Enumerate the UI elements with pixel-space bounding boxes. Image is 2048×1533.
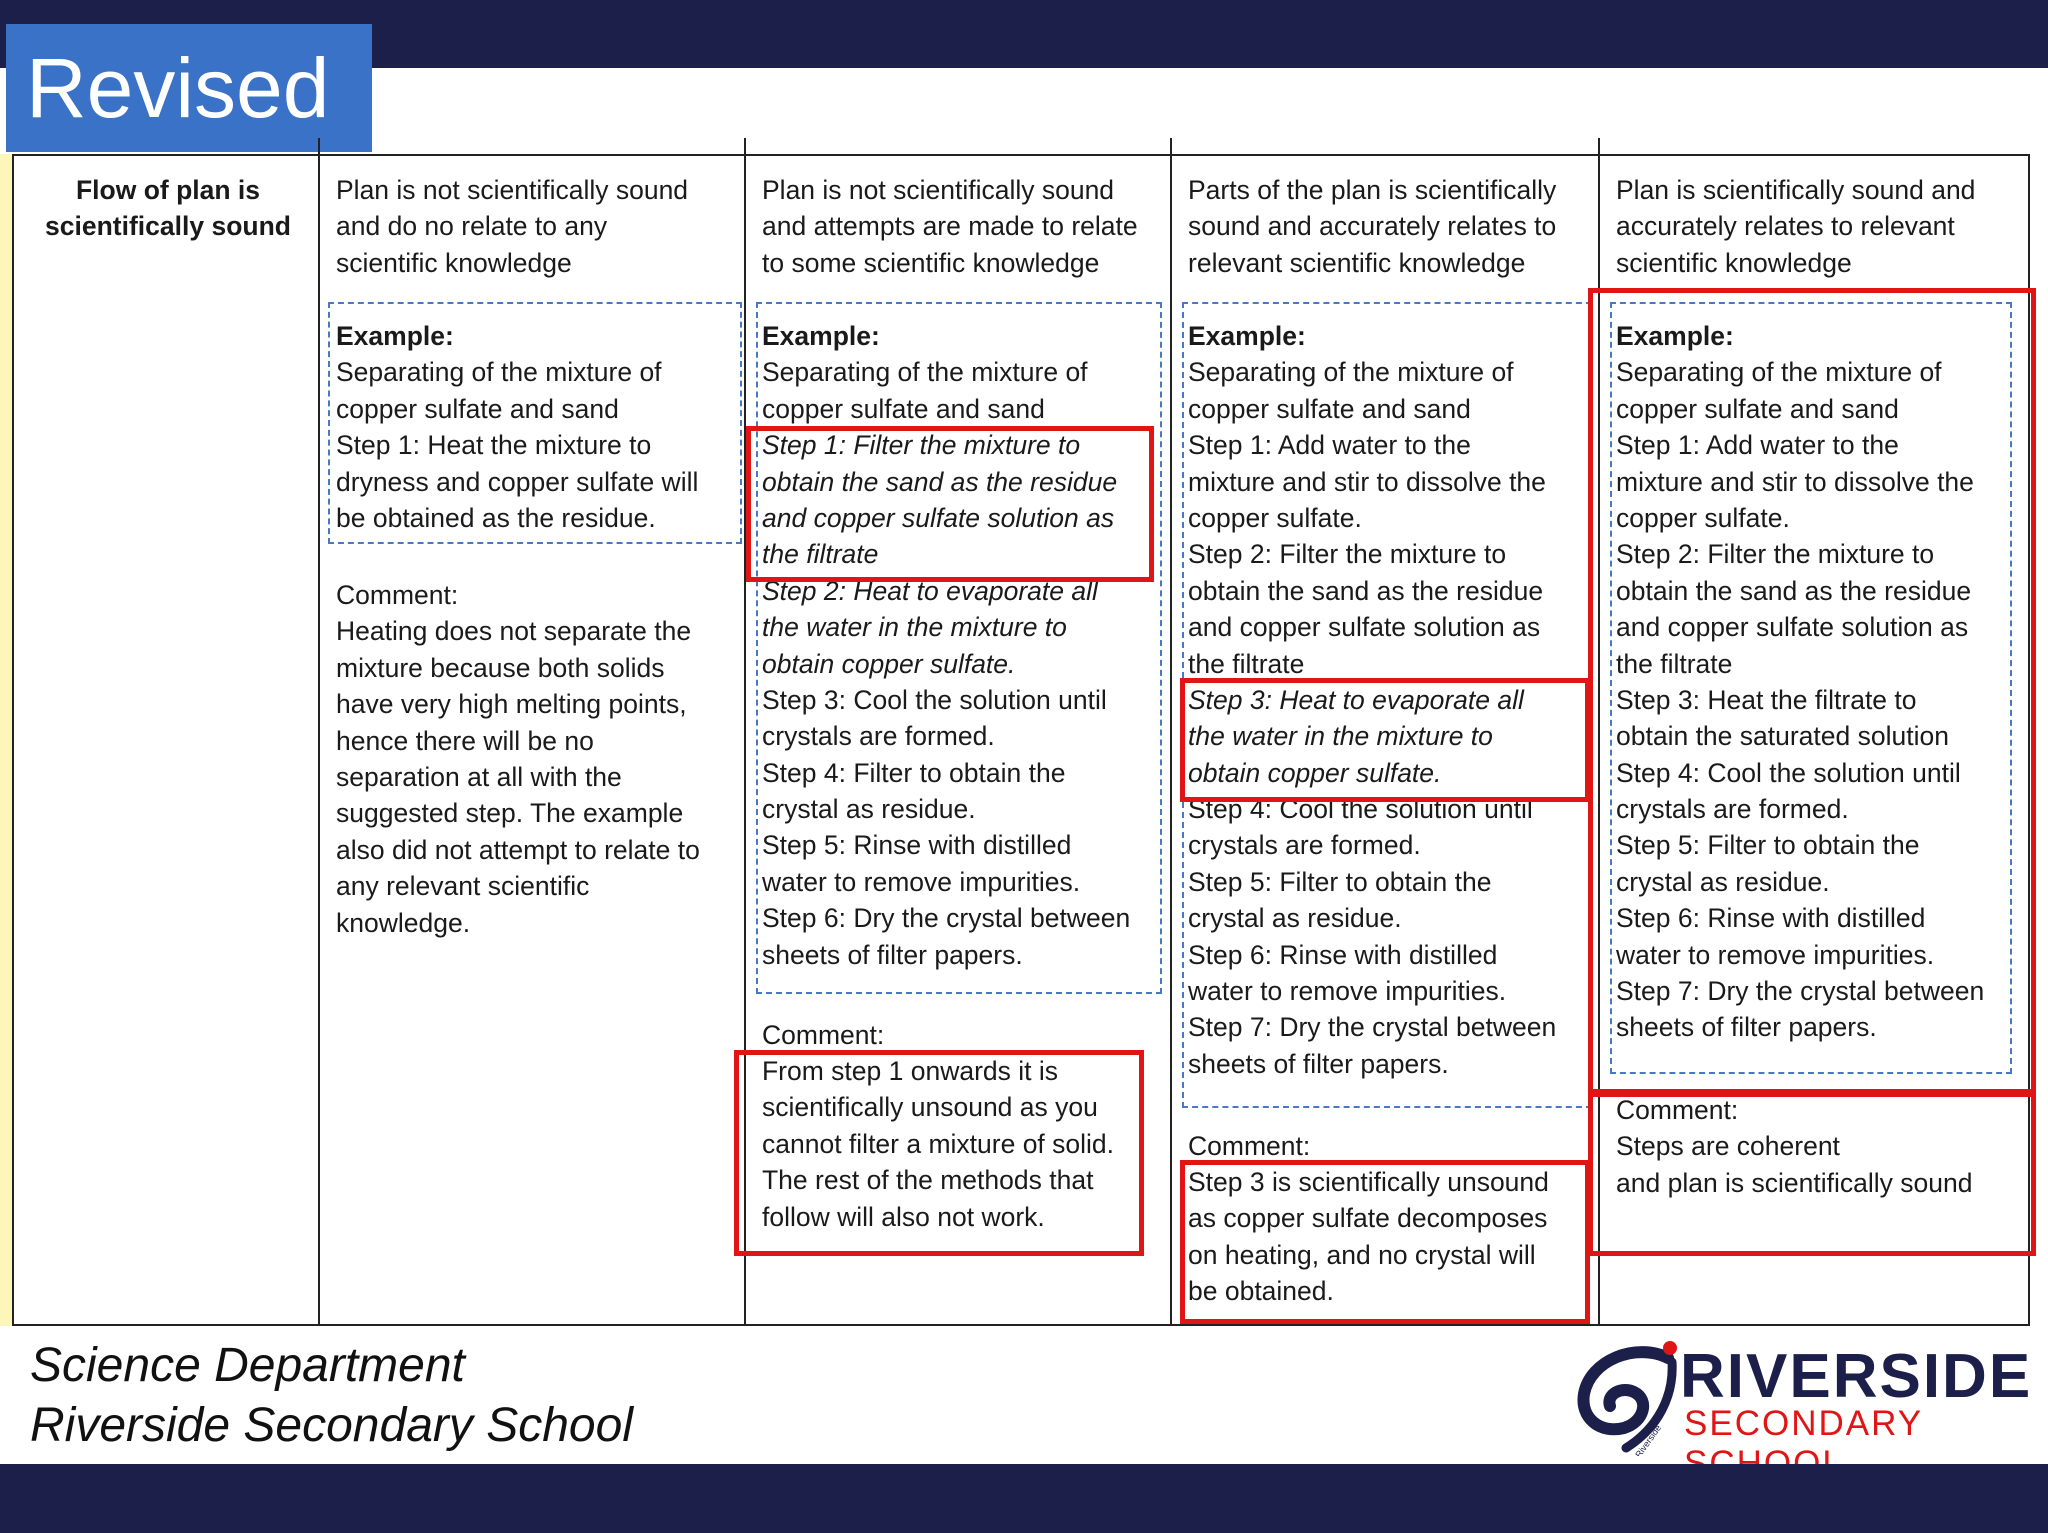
logo-name: RIVERSIDE — [1680, 1342, 2033, 1411]
column-2-step1-highlight — [746, 426, 1154, 582]
column-divider — [1170, 154, 1172, 1326]
column-3-wrong-step: Step 3: Heat to evaporate all — [1188, 684, 1524, 715]
column-2-descriptor: Plan is not scientifically sound and attempts are made to relate to some scientific knowledge — [762, 175, 1138, 278]
column-4-comment: Comment: Steps are coherent and plan is scientifically sound — [1616, 1095, 1973, 1198]
column-1-comment: Comment: Heating does not separate the mixture because both solids have very high melting points, hence there will be no separation at all with the suggested step. The example also did not attempt to relate to any relevant scientific knowledge. — [336, 580, 700, 938]
column-3-descriptor: Parts of the plan is scientifically sound and accurately relates to relevant scientific knowledge — [1188, 175, 1557, 278]
column-3-step3-highlight — [1180, 678, 1590, 802]
column-3-comment: Step 3 is scientifically unsound as copper sulfate decomposes on heating, and no crystal will be obtained. — [1188, 1167, 1549, 1307]
column-4-descriptor: Plan is scientifically sound and accurately relates to relevant scientific knowledge — [1616, 175, 1976, 278]
column-1-descriptor: Plan is not scientifically sound and do no relate to any scientific knowledge — [336, 175, 689, 278]
column-1-example: Example: Separating of the mixture of copper sulfate and sand Step 1: Heat the mixture to dryness and copper sulfate will be obtained as the residue. — [336, 321, 699, 533]
column-2-comment: From step 1 onwards it is scientifically unsound as you cannot filter a mixture of solid. The rest of the methods that follow will also not work. — [762, 1056, 1115, 1232]
column-4-comment-highlight — [1588, 1092, 2036, 1256]
school-logo — [1576, 1336, 2033, 1456]
logo-subtitle: SECONDARY — [1684, 1404, 1923, 1443]
column-2-comment-highlight — [734, 1050, 1144, 1256]
column-2-example: Example: Separating of the mixture of copper sulfate and sand Step 1: Filter the mixture to obtain the sand as the residue and copper sulfate solution as the filtrate Step 2: Heat to evaporate all the water in the mixture to obtain copper sulfate. Step 3: Cool the solution until crystals are formed. Step 4: Filter to obtain the crystal as residue. Step 5: Rinse with distilled water to remove impurities. Step 6: Dry the crystal between sheets of filter papers. — [762, 321, 1131, 970]
column-4-example-highlight — [1588, 288, 2036, 1094]
column-4-example: Example: Separating of the mixture of copper sulfate and sand Step 1: Add water to the mixture and stir to dissolve the copper sulfate. Step 2: Filter the mixture to obtain the sand as the residue and copper sulfate solution as the filtrate Step 3: Heat the filtrate to obtain the saturated solution Step 4: Cool the solution until crystals are formed. Step 5: Filter to obtain the crystal as residue. Step 6: Rinse with distilled water to remove impurities. Step 7: Dry the crystal between sheets of filter papers. — [1616, 321, 1985, 1043]
criterion-label: Flow of plan is scientifically sound — [45, 175, 291, 242]
column-divider — [318, 154, 320, 1326]
column-3-example: Example: Separating of the mixture of copper sulfate and sand Step 1: Add water to the mixture and stir to dissolve the copper sulfate. Step 2: Filter the mixture to obtain the sand as the residue and copper sulfate solution as the filtrate Step 3: Heat to evaporate all the water in the mixture to obtain copper sulfate. Step 4: Cool the solution until crystals are formed. Step 5: Filter to obtain the crystal as residue. Step 6: Rinse with distilled water to remove impurities. Step 7: Dry the crystal between sheets of filter papers. — [1188, 321, 1557, 1079]
column-2-comment-label: Comment: — [762, 1020, 885, 1050]
bottom-bar — [0, 1464, 2048, 1533]
column-3-comment-highlight — [1180, 1160, 1590, 1324]
riverside-swoosh-icon — [1576, 1336, 1686, 1456]
column-2-wrong-step: Step 1: Filter the mixture to — [762, 430, 1081, 461]
footer-credit — [30, 1336, 633, 1456]
logo-swoosh-text: Riverside — [1633, 1422, 1664, 1456]
department-name: Science Department — [30, 1339, 465, 1392]
revised-banner: Revised — [6, 24, 372, 152]
school-name: Riverside Secondary School — [30, 1399, 633, 1452]
column-3-comment-label: Comment: — [1188, 1131, 1311, 1161]
